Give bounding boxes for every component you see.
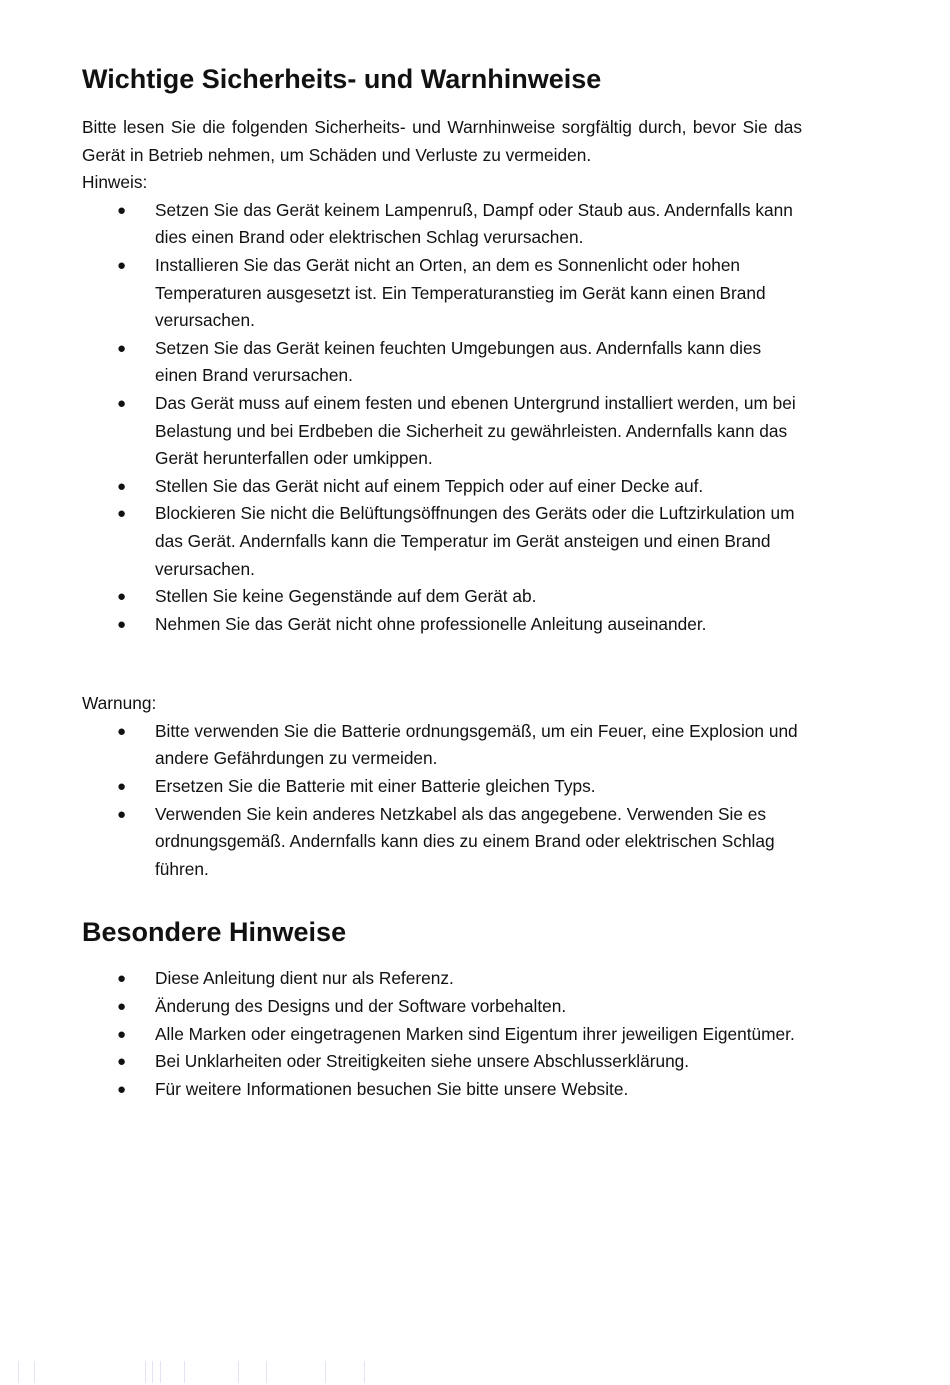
bullet-icon: ● — [117, 1080, 127, 1098]
list-item: ● Verwenden Sie kein anderes Netzkabel als das angegebene. Verwenden Sie es ordnungsgemäß. Andernfalls kann dies zu einem Brand oder elektrischen Schlag führen. — [82, 801, 802, 884]
bullet-icon: ● — [117, 256, 127, 274]
list-item: ● Blockieren Sie nicht die Belüftungsöffnungen des Geräts oder die Luftzirkulation um das Gerät. Andernfalls kann die Temperatur im Gerät ansteigen und einen Brand verursachen. — [82, 500, 802, 583]
bullet-icon: ● — [117, 998, 127, 1016]
scan-mark — [184, 1361, 185, 1383]
bullet-icon: ● — [117, 588, 127, 606]
safety-heading: Wichtige Sicherheits- und Warnhinweise — [82, 64, 602, 94]
list-item: ● Diese Anleitung dient nur als Referenz. — [82, 965, 802, 993]
spacer — [82, 638, 802, 690]
list-item: ● Stellen Sie keine Gegenstände auf dem Gerät ab. — [82, 583, 802, 611]
list-item: ● Alle Marken oder eingetragenen Marken sind Eigentum ihrer jeweiligen Eigentümer. — [82, 1021, 802, 1049]
special-notes-heading: Besondere Hinweise — [82, 917, 347, 948]
list-item: ● Änderung des Designs und der Software vorbehalten. — [82, 993, 802, 1021]
intro-paragraph: Bitte lesen Sie die folgenden Sicherheits- und Warnhinweise sorgfältig durch, bevor Sie das Gerät in Betrieb nehmen, um Schäden und Verluste zu vermeiden. — [82, 117, 802, 165]
scan-mark — [238, 1361, 239, 1383]
warning-list — [82, 718, 802, 884]
bullet-icon: ● — [117, 778, 127, 796]
list-item: ● Setzen Sie das Gerät keinen feuchten Umgebungen aus. Andernfalls kann dies einen Brand verursachen. — [82, 335, 802, 390]
scan-mark — [152, 1361, 153, 1383]
bullet-icon: ● — [117, 805, 127, 823]
list-item: ● Bei Unklarheiten oder Streitigkeiten siehe unsere Abschlusserklärung. — [82, 1048, 802, 1076]
scan-mark — [364, 1361, 365, 1383]
list-item: ● Installieren Sie das Gerät nicht an Orten, an dem es Sonnenlicht oder hohen Temperaturen ausgesetzt ist. Ein Temperaturanstieg im Gerät kann einen Brand verursachen. — [82, 252, 802, 335]
bullet-icon: ● — [117, 615, 127, 633]
list-item: ● Setzen Sie das Gerät keinem Lampenruß, Dampf oder Staub aus. Andernfalls kann dies einen Brand oder elektrischen Schlag verursachen. — [82, 197, 802, 252]
bullet-icon: ● — [117, 477, 127, 495]
list-item: ● Ersetzen Sie die Batterie mit einer Batterie gleichen Typs. — [82, 773, 802, 801]
special-notes-list — [82, 965, 802, 1103]
list-item: ● Das Gerät muss auf einem festen und ebenen Untergrund installiert werden, um bei Belastung und bei Erdbeben die Sicherheit zu gewährleisten. Andernfalls kann das Gerät herunterfallen oder umkippen. — [82, 390, 802, 473]
document-page — [82, 60, 802, 1103]
list-item: ● Nehmen Sie das Gerät nicht ohne professionelle Anleitung auseinander. — [82, 611, 802, 639]
bullet-icon: ● — [117, 722, 127, 740]
bullet-icon: ● — [117, 1053, 127, 1071]
list-item: ● Für weitere Informationen besuchen Sie bitte unsere Website. — [82, 1076, 802, 1104]
note-list — [82, 197, 802, 639]
scan-mark — [145, 1361, 146, 1383]
bullet-icon: ● — [117, 394, 127, 412]
warning-label: Warnung: — [82, 693, 157, 714]
scan-mark — [18, 1361, 19, 1383]
bullet-icon: ● — [117, 1025, 127, 1043]
scan-mark — [325, 1361, 326, 1383]
scan-artifact-marks — [0, 1358, 950, 1385]
bullet-icon: ● — [117, 339, 127, 357]
list-item: ● Stellen Sie das Gerät nicht auf einem Teppich oder auf einer Decke auf. — [82, 473, 802, 501]
list-item: ● Bitte verwenden Sie die Batterie ordnungsgemäß, um ein Feuer, eine Explosion und andere Gefährdungen zu vermeiden. — [82, 718, 802, 773]
bullet-icon: ● — [117, 970, 127, 988]
bullet-icon: ● — [117, 505, 127, 523]
bullet-icon: ● — [117, 201, 127, 219]
note-label: Hinweis: — [82, 172, 148, 193]
scan-mark — [34, 1361, 35, 1383]
scan-mark — [266, 1361, 267, 1383]
scan-mark — [160, 1361, 161, 1383]
